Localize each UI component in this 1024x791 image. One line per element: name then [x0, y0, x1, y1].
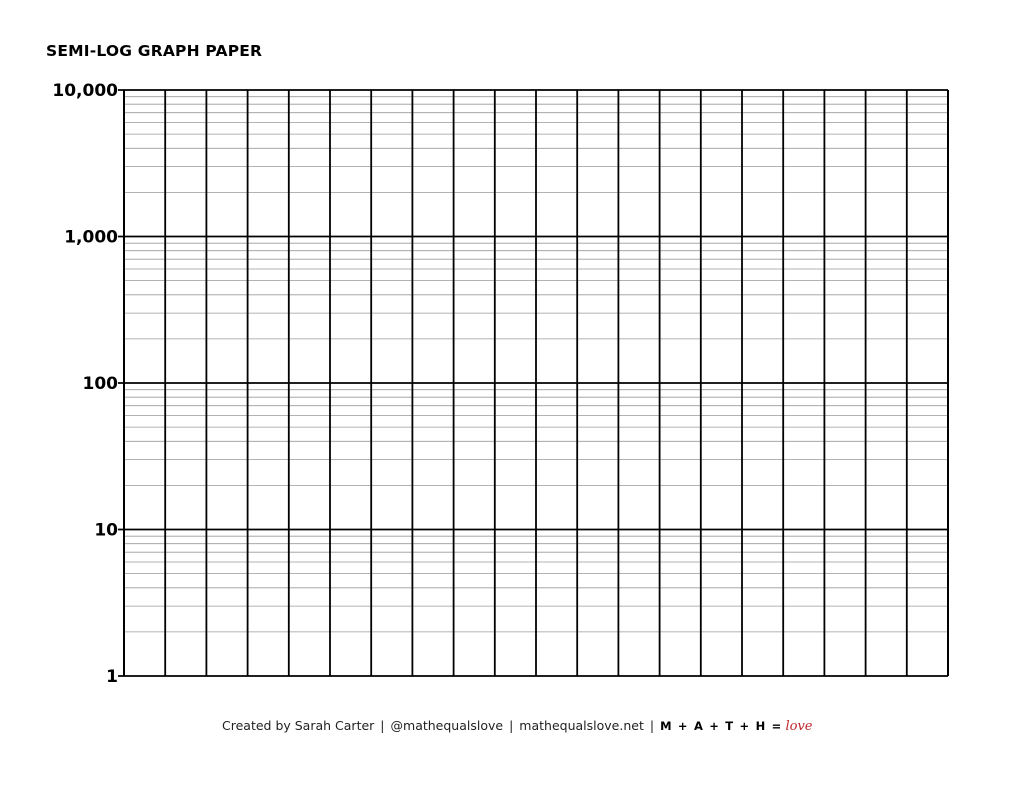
footer [222, 718, 813, 734]
footer-site: mathequalslove.net [519, 718, 644, 733]
y-axis-label: 10,000 [52, 81, 118, 101]
y-axis-label: 100 [82, 374, 118, 394]
footer-love-logo: love [785, 719, 813, 734]
footer-separator: | [649, 718, 655, 733]
page-title: SEMI-LOG GRAPH PAPER [46, 42, 263, 60]
y-axis-label: 10 [94, 520, 118, 541]
footer-credit: Created by Sarah Carter [222, 718, 375, 733]
footer-formula: M + A + T + H = [660, 719, 783, 733]
footer-handle: @mathequalslove [390, 718, 504, 733]
footer-separator: | [509, 718, 514, 733]
y-axis-label: 1,000 [64, 227, 118, 248]
footer-separator: | [380, 718, 385, 733]
y-axis-label: 1 [106, 667, 118, 687]
